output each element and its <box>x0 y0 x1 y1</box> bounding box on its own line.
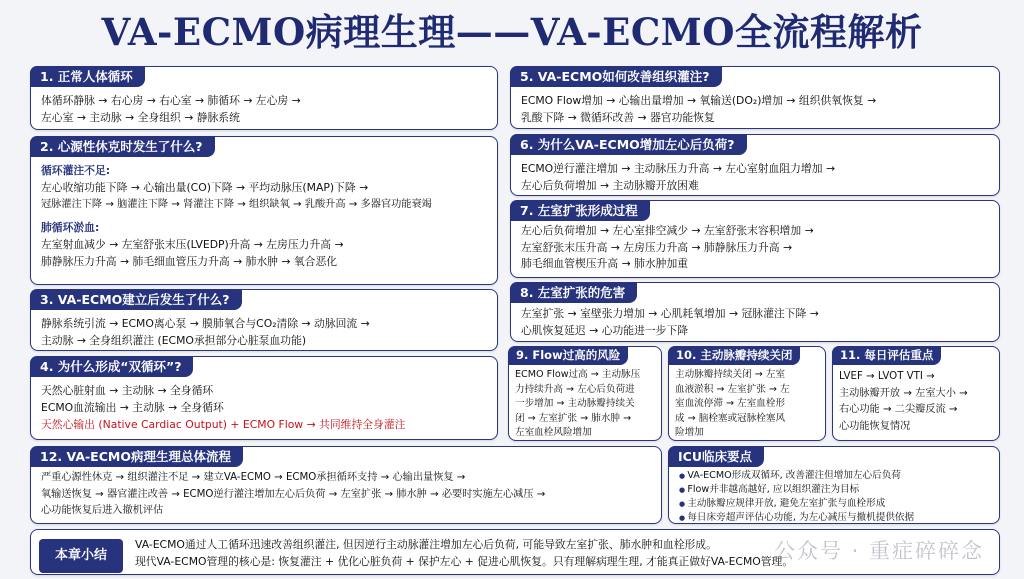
flow-line: 乳酸下降 → 微循环改善 → 器官功能恢复 <box>521 111 715 124</box>
flow-line: 左室扩张 → 室壁张力增加 → 心肌耗氧增加 → 冠脉灌注下降 → <box>521 307 819 320</box>
flow-line: ECMO血流输出 → 主动脉 → 全身循环 <box>41 401 224 414</box>
icu-point: ● 每日床旁超声评估心功能, 为左心减压与撤机提供依据 <box>679 511 914 525</box>
icu-point: ● Flow并非越高越好, 应以组织灌注为目标 <box>679 483 914 497</box>
flow-line: 氧输送恢复 → 器官灌注改善 → ECMO逆行灌注增加左心后负荷 → 左室扩张 → 肺水肿 → 必要时实施左心减压 → <box>41 488 546 500</box>
icu-point: ● VA-ECMO形成双循环, 改善灌注但增加左心后负荷 <box>679 469 914 483</box>
section-afterload <box>510 134 1000 196</box>
summary-label: 本章小结 <box>39 539 123 573</box>
flow-line: 体循环静脉 → 右心房 → 右心室 → 肺循环 → 左心房 → <box>41 94 301 107</box>
section-daily-assessment <box>832 346 1000 441</box>
section-header: 5. VA-ECMO如何改善组织灌注? <box>510 66 722 87</box>
section-header: 10. 主动脉瓣持续关闭 <box>668 346 800 365</box>
summary-line: 现代VA-ECMO管理的核心是: 恢复灌注 + 优化心脏负荷 + 保护左心 + 促进心肌恢复。只有理解病理生理, 才能真正做好VA-ECMO管理。 <box>135 555 794 568</box>
section-lv-distension <box>510 200 1000 278</box>
highlight-line: 天然心输出 (Native Cardiac Output) + ECMO Flow → 共同维持全身灌注 <box>41 418 406 431</box>
flow-line: 室血流停滞 → 左室血栓形 <box>675 398 786 410</box>
page-title: VA-ECMO病理生理——VA-ECMO全流程解析 <box>101 10 923 54</box>
section-header: 4. 为什么形成“双循环”? <box>30 356 193 377</box>
flow-line: 力持续升高 → 左心后负荷进 <box>515 383 635 395</box>
flow-line: LVEF → LVOT VTI → <box>839 371 935 382</box>
section-perfusion <box>510 66 1000 129</box>
flow-line: 左心收缩功能下降 → 心输出量(CO)下降 → 平均动脉压(MAP)下降 → <box>41 181 369 194</box>
section-header: 6. 为什么VA-ECMO增加左心后负荷? <box>510 134 747 155</box>
section-header: 2. 心源性休克时发生了什么? <box>30 136 215 157</box>
subheading: 肺循环淤血: <box>41 221 100 234</box>
section-header: 1. 正常人体循环 <box>30 66 145 87</box>
flow-line: ECMO Flow过高 → 主动脉压 <box>515 369 641 380</box>
section-normal-circulation <box>30 66 498 130</box>
icu-point: ● 主动脉瓣应规律开放, 避免左室扩张与血栓形成 <box>679 497 914 511</box>
section-aortic-valve-closure <box>668 346 826 441</box>
summary-line: VA-ECMO通过人工循环迅速改善组织灌注, 但因逆行主动脉灌注增加左心后负荷, 可能导致左室扩张、肺水肿和血栓形成。 <box>135 538 717 551</box>
section-cardiogenic-shock <box>30 136 498 285</box>
subheading: 循环灌注不足: <box>41 164 111 177</box>
flow-line: 成 → 脑栓塞或冠脉栓塞风 <box>675 412 786 424</box>
flow-line: 心功能恢复情况 <box>839 420 911 432</box>
flow-line: 左室血栓风险增加 <box>515 427 592 439</box>
flow-line: 左心室 → 主动脉 → 全身组织 → 静脉系统 <box>41 111 240 124</box>
flow-line: 天然心脏射血 → 主动脉 → 全身循环 <box>41 384 214 397</box>
flow-line: 静脉系统引流 → ECMO离心泵 → 膜肺氧合与CO₂清除 → 动脉回流 → <box>41 317 370 330</box>
flow-line: 右心功能 → 二尖瓣反流 → <box>839 404 958 415</box>
flow-line: 血液淤积 → 左室扩张 → 左 <box>675 383 790 395</box>
flow-line: ECMO逆行灌注增加 → 主动脉压力升高 → 左心室射血阻力增加 → <box>521 162 836 175</box>
flow-line: 严重心源性休克 → 组织灌注不足 → 建立VA-ECMO → ECMO承担循环支持 → 心输出量恢复 → <box>41 472 466 483</box>
flow-line: 肺静脉压力升高 → 肺毛细血管压力升高 → 肺水肿 → 氧合恶化 <box>41 255 338 268</box>
flow-line: 主动脉瓣开放 → 左室大小 → <box>839 387 968 399</box>
section-header: 8. 左室扩张的危害 <box>510 282 637 303</box>
section-header: 11. 每日评估重点 <box>832 346 941 365</box>
flow-line: 险增加 <box>675 427 704 439</box>
flow-line: 心功能恢复后进入撤机评估 <box>41 505 164 516</box>
flow-line: 左心后负荷增加 → 左心室排空减少 → 左室舒张末容积增加 → <box>521 224 814 237</box>
flow-line: 一步增加 → 主动脉瓣持续关 <box>515 398 635 410</box>
flow-line: 闭 → 左室扩张 → 肺水肿 → <box>515 412 632 424</box>
flow-line: 肺毛细血管楔压升高 → 肺水肿加重 <box>521 257 689 270</box>
section-header: 3. VA-ECMO建立后发生了什么? <box>30 289 242 310</box>
flow-line: ECMO Flow增加 → 心输出量增加 → 氧输送(DO₂)增加 → 组织供氧恢复 → <box>521 94 877 107</box>
section-dual-circulation <box>30 356 498 440</box>
section-high-flow-risk <box>508 346 662 441</box>
section-after-ecmo <box>30 289 498 351</box>
flow-line: 左心后负荷增加 → 主动脉瓣开放困难 <box>521 179 699 192</box>
flow-line: 心肌恢复延迟 → 心功能进一步下降 <box>521 324 689 337</box>
flow-line: 左室射血减少 → 左室舒张末压(LVEDP)升高 → 左房压力升高 → <box>41 238 344 251</box>
section-overall-flow <box>30 446 662 524</box>
flow-line: 主动脉 → 全身组织灌注 (ECMO承担部分心脏泵血功能) <box>41 334 307 347</box>
flow-line: 主动脉瓣持续关闭 → 左室 <box>675 369 786 380</box>
flow-line: 左室舒张末压升高 → 左房压力升高 → 肺静脉压力升高 → <box>521 240 793 254</box>
section-header: 9. Flow过高的风险 <box>508 346 628 365</box>
section-header: 7. 左室扩张形成过程 <box>510 200 650 221</box>
section-lv-harm <box>510 282 1000 342</box>
flow-line: 冠脉灌注下降 → 脑灌注下降 → 肾灌注下降 → 组织缺氧 → 乳酸升高 → 多器官功能衰竭 <box>41 199 432 210</box>
watermark: 公众号 · 重症碎碎念 <box>773 539 984 563</box>
section-header: 12. VA-ECMO病理生理总体流程 <box>30 446 243 467</box>
section-icu-points <box>668 446 1000 524</box>
section-header: ICU临床要点 <box>668 446 764 467</box>
